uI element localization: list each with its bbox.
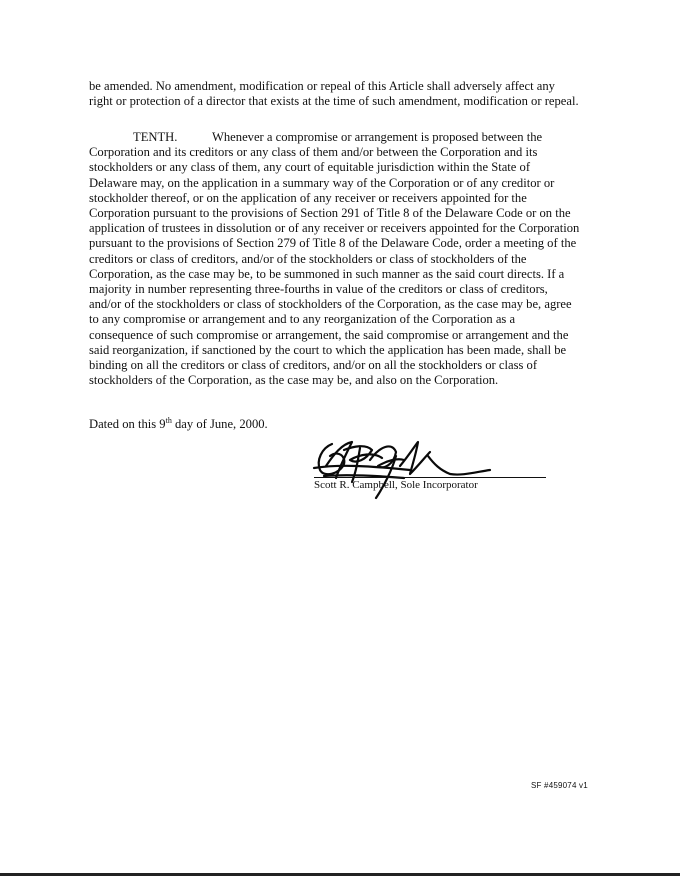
text-line: pursuant to the provisions of Section 279 of Title 8 of the Delaware Code, order a meeting of the <box>89 236 577 251</box>
document-id: SF #459074 v1 <box>531 781 588 790</box>
signature-block <box>300 430 560 510</box>
text-line <box>89 130 599 145</box>
dated-line <box>89 416 268 432</box>
text-line: stockholders of the Corporation, as the case may be, and also on the Corporation. <box>89 373 499 388</box>
handwritten-signature <box>300 430 560 510</box>
continuation-paragraph <box>89 79 599 109</box>
text-line: be amended. No amendment, modification or repeal of this Article shall adversely affect any <box>89 79 555 93</box>
text-line: and/or of the stockholders or class of stockholders of the Corporation, as the case may be, agree <box>89 297 572 312</box>
signature-line <box>314 477 546 478</box>
text-line: right or protection of a director that exists at the time of such amendment, modification or repeal. <box>89 94 579 109</box>
text-line: application of trustees in dissolution or of any receiver or receivers appointed for the Corporation <box>89 221 580 236</box>
text-line: creditors or class of creditors, and/or of the stockholders or class of stockholders of the <box>89 251 527 266</box>
text-line: Delaware may, on the application in a summary way of the Corporation or of any creditor or <box>89 175 555 190</box>
text-line: to any compromise or arrangement and to any reorganization of the Corporation as a <box>89 312 516 327</box>
article-tenth-paragraph <box>89 130 599 388</box>
text-line: stockholders or any class of them, any court of equitable jurisdiction within the State of <box>89 160 531 175</box>
signer-caption: Scott R. Campbell, Sole Incorporator <box>314 479 478 491</box>
text-line: Corporation and its creditors or any class of them and/or between the Corporation and its <box>89 145 538 160</box>
text-line: majority in number representing three-fourths in value of the creditors or class of creditors, <box>89 282 548 297</box>
dated-suffix: day of June, 2000. <box>171 417 268 431</box>
text-line: consequence of such compromise or arrangement, the said compromise or arrangement and the <box>89 327 569 342</box>
dated-ordinal: th <box>165 416 172 425</box>
dated-prefix: Dated on this 9 <box>89 417 166 431</box>
text-line-body: Whenever a compromise or arrangement is proposed between the <box>212 130 543 144</box>
text-line: Corporation, as the case may be, to be summoned in such manner as the said court directs. If a <box>89 266 565 281</box>
scan-edge-rule <box>0 873 680 876</box>
text-line: binding on all the creditors or class of creditors, and/or on all the stockholders or class of <box>89 358 538 373</box>
article-label: TENTH. <box>133 130 178 144</box>
text-line: said reorganization, if sanctioned by the court to which the application has been made, shall be <box>89 342 567 357</box>
text-line: Corporation pursuant to the provisions of Section 291 of Title 8 of the Delaware Code or on the <box>89 206 571 221</box>
text-line: stockholder thereof, or on the application of any receiver or receivers appointed for the <box>89 190 527 205</box>
